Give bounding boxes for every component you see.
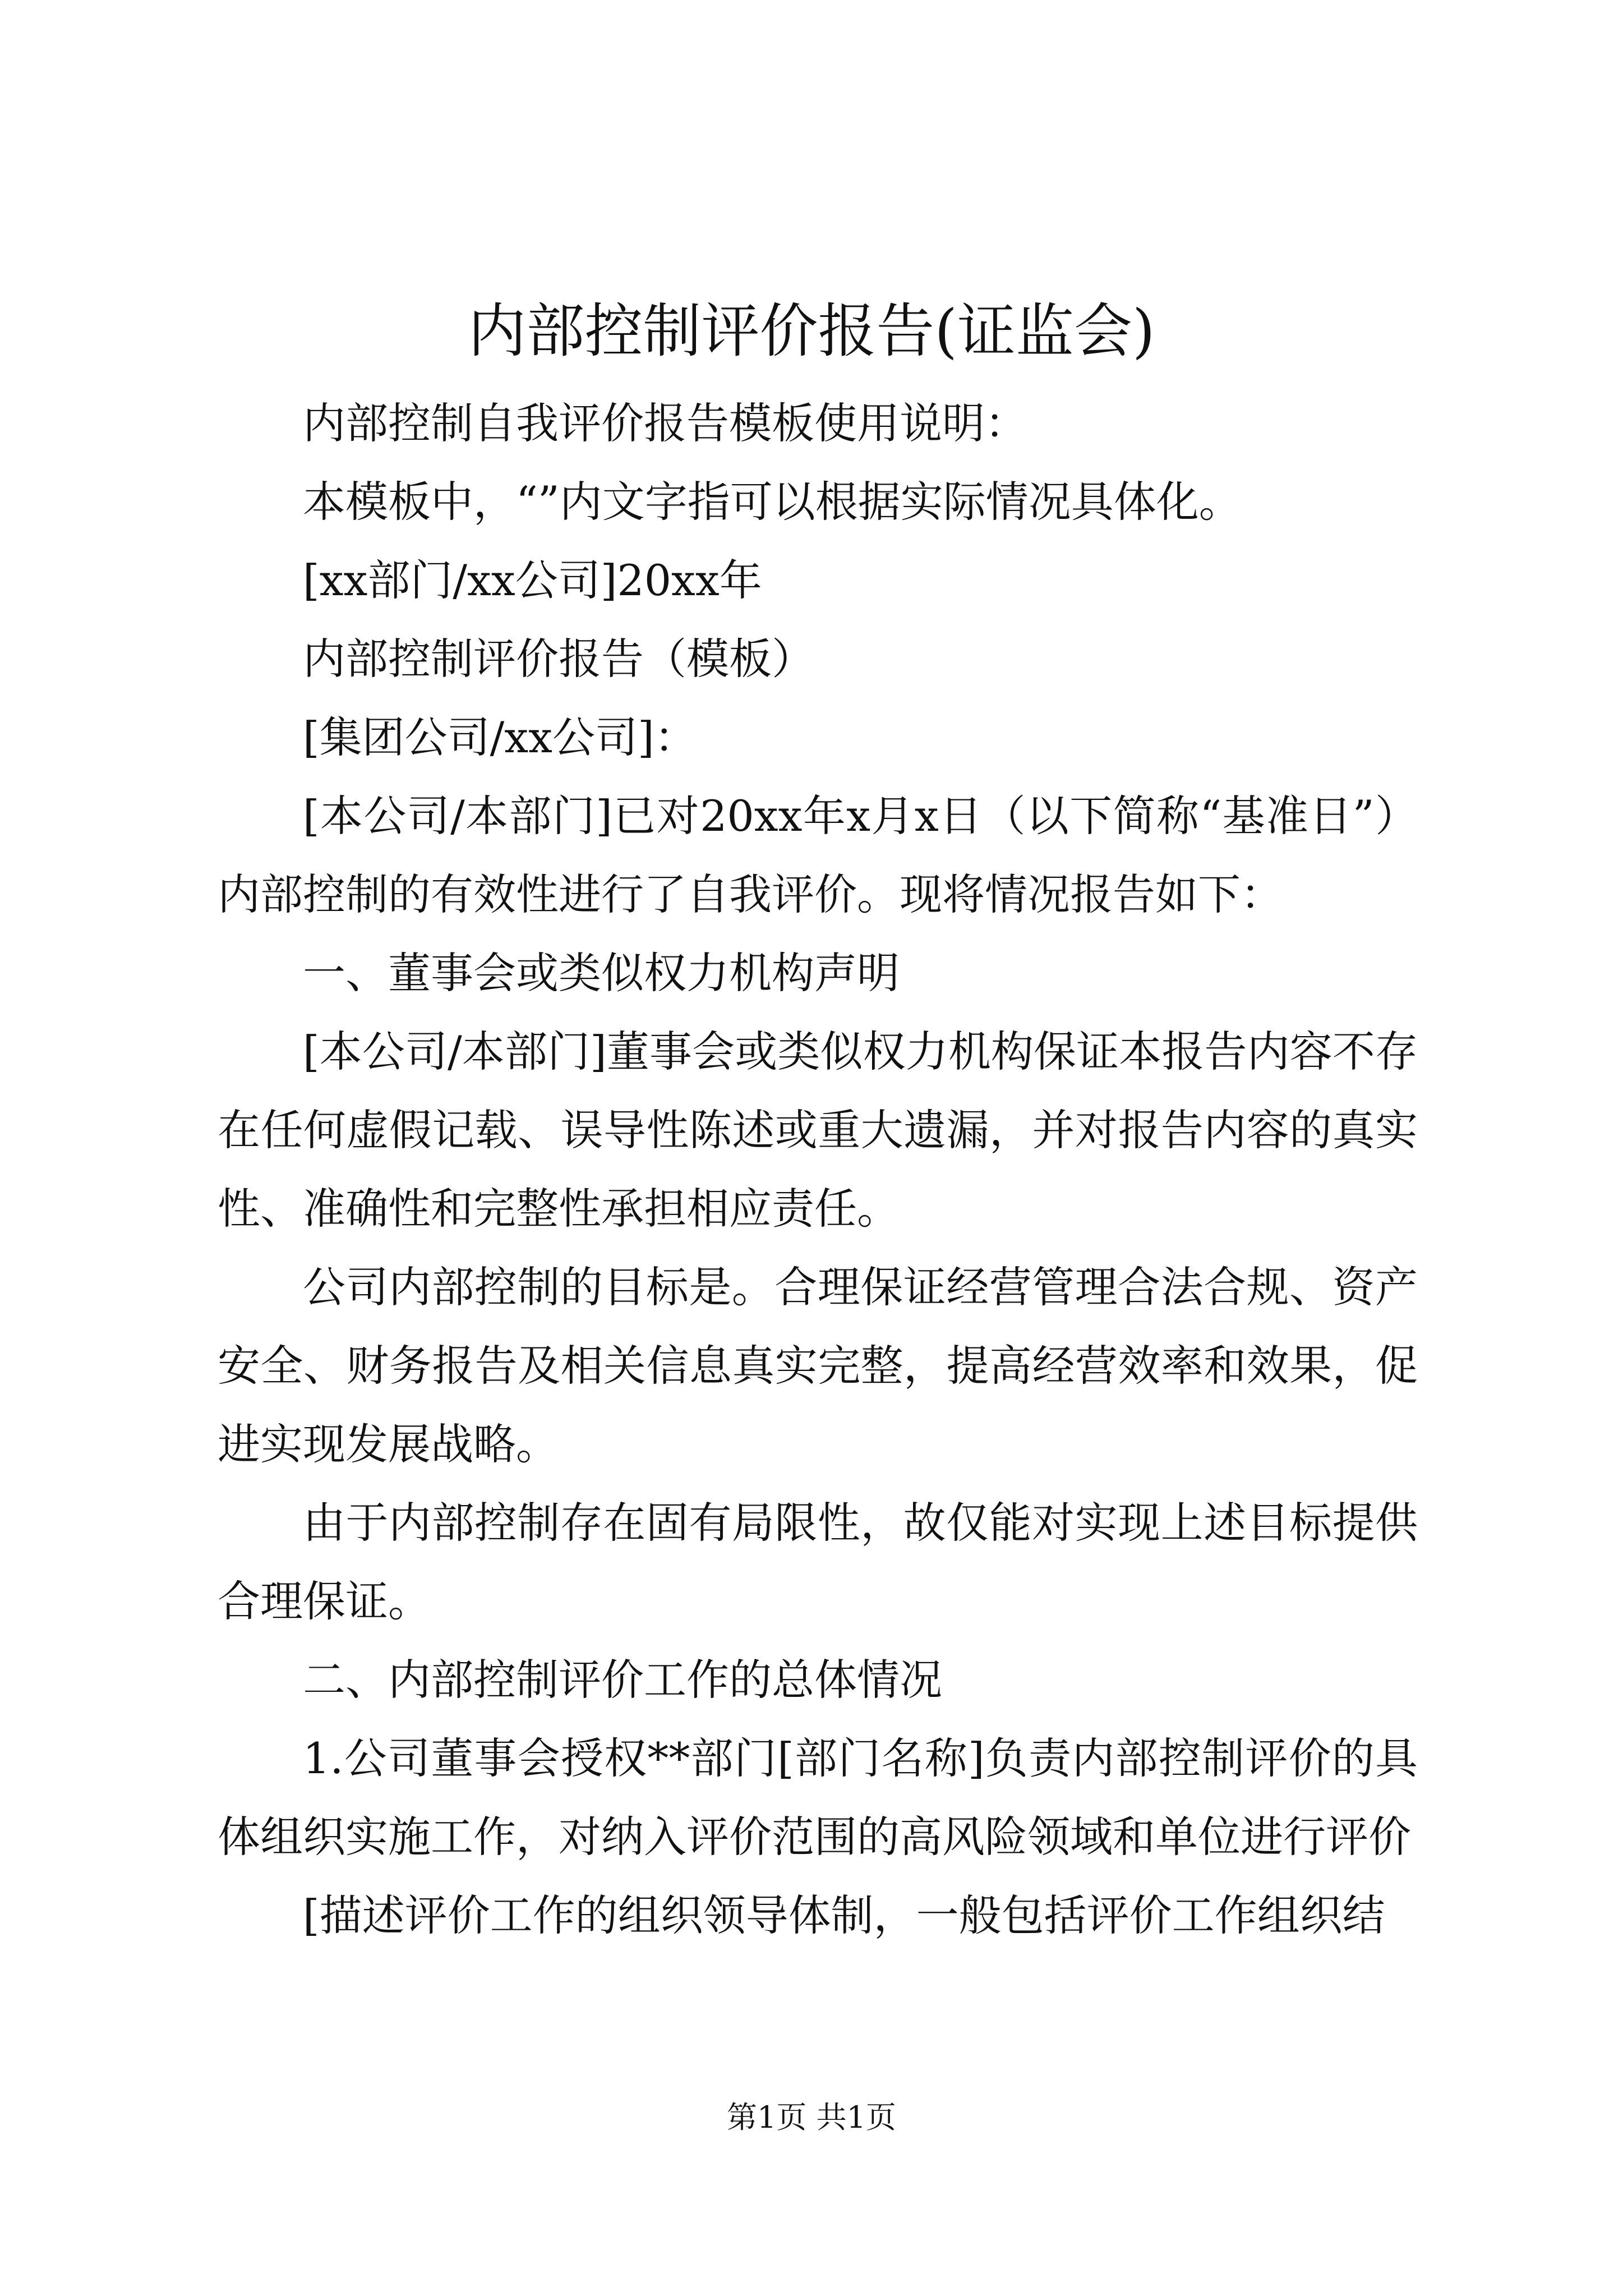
paragraph-authorization: 1.公司董事会授权**部门[部门名称]负责内部控制评价的具体组织实施工作，对纳入评价范围的高风险领域和单位进行评价	[218, 1733, 1418, 1862]
paragraph-control-objectives: 公司内部控制的目标是。合理保证经营管理合法合规、资产安全、财务报告及相关信息真实完整，提高经营效率和效果，促进实现发展战略。	[218, 1262, 1418, 1469]
paragraph-department-year: [xx部门/xx公司]20xx年	[303, 555, 762, 605]
page-footer: 第1页 共1页	[727, 2100, 896, 2135]
document-title: 内部控制评价报告(证监会)	[468, 297, 1155, 365]
paragraph-organization-description: [描述评价工作的组织领导体制，一般包括评价工作组织结	[303, 1890, 1385, 1940]
paragraph-limitations: 由于内部控制存在固有局限性，故仅能对实现上述目标提供合理保证。	[218, 1498, 1418, 1626]
paragraph-board-statement: [本公司/本部门]董事会或类似权力机构保证本报告内容不存在任何虚假记载、误导性陈述或重大遗漏，并对报告内容的真实性、准确性和完整性承担相应责任。	[218, 1027, 1418, 1234]
paragraph-addressee: [集团公司/xx公司]：	[303, 712, 697, 762]
paragraph-usage-heading: 内部控制自我评价报告模板使用说明：	[303, 398, 1027, 448]
paragraph-report-name: 内部控制评价报告（模板）	[303, 634, 814, 684]
section-heading-1: 一、董事会或类似权力机构声明	[303, 948, 900, 998]
document-body	[218, 384, 1418, 1955]
section-heading-2: 二、内部控制评价工作的总体情况	[303, 1655, 942, 1705]
paragraph-intro: [本公司/本部门]已对20xx年x月x日（以下简称“基准日”）内部控制的有效性进行了自我评价。现将情况报告如下：	[218, 791, 1418, 919]
paragraph-usage-note: 本模板中，“”内文字指可以根据实际情况具体化。	[303, 477, 1242, 527]
